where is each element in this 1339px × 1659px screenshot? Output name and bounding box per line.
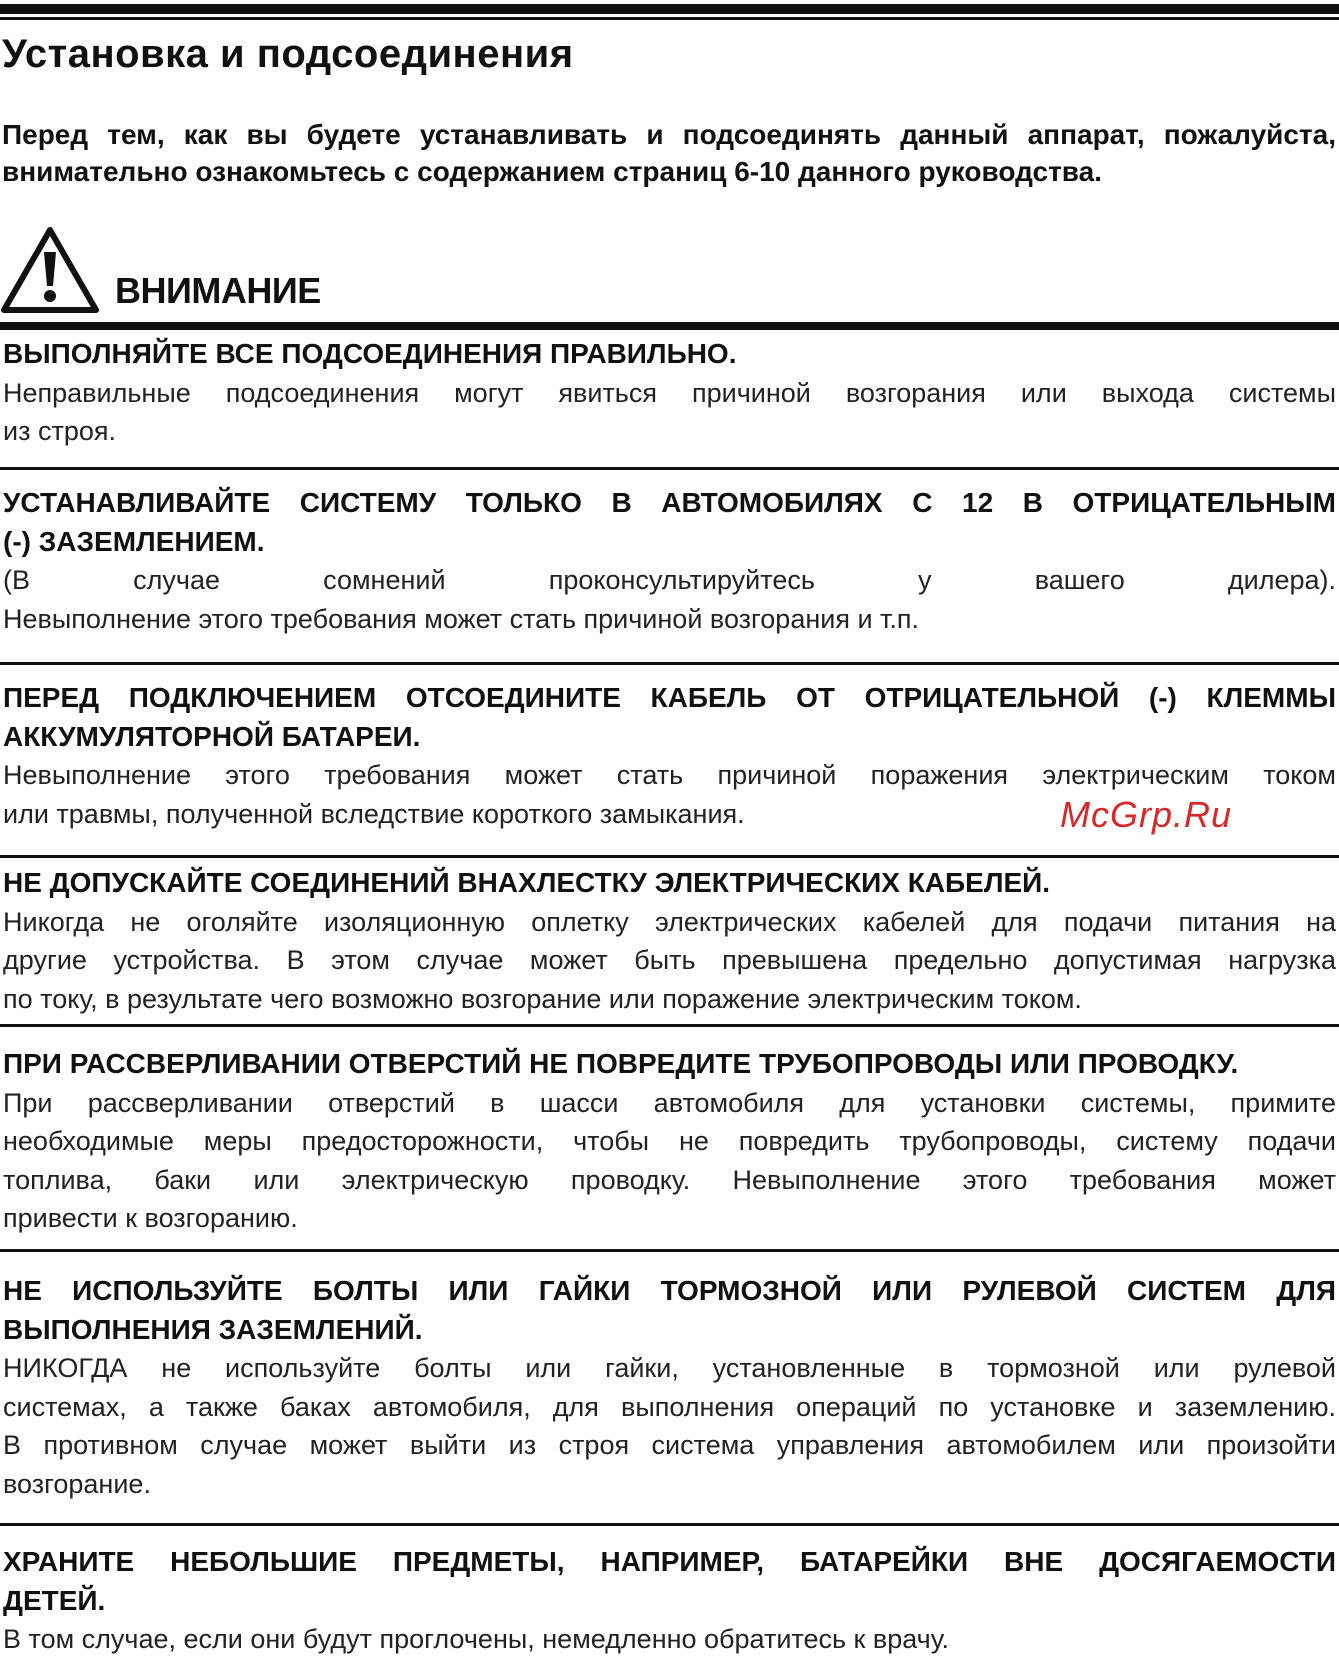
section-heading: (-) ЗАЗЕМЛЕНИЕМ.: [3, 525, 265, 557]
section-body-line: необходимые меры предосторожности, чтобы не повредить трубопроводы, систему подачи: [3, 1126, 1336, 1156]
section-body-line: В противном случае может выйти из строя система управления автомобилем или произойти: [3, 1430, 1336, 1460]
warning-section: [3, 335, 1336, 451]
section-body-line: из строя.: [3, 416, 116, 446]
watermark: McGrp.Ru: [1060, 794, 1233, 835]
section-body-line: Неправильные подсоединения могут явиться причиной возгорания или выхода системы: [3, 377, 1336, 408]
warning-rule: [0, 322, 1339, 330]
section-heading: НЕ ДОПУСКАЙТЕ СОЕДИНЕНИЙ ВНАХЛЕСТКУ ЭЛЕКТРИЧЕСКИХ КАБЕЛЕЙ.: [3, 867, 1051, 898]
warning-triangle-icon: [0, 226, 100, 316]
intro-text: [2, 116, 1336, 190]
section-body-line: (В случае сомнений проконсультируйтесь у вашего дилера).: [3, 565, 1336, 595]
section-body-line: При рассверливании отверстий в шасси автомобиля для установки системы, примите: [3, 1087, 1336, 1118]
warning-label: ВНИМАНИЕ: [115, 270, 321, 311]
intro-line: внимательно ознакомьтесь с содержанием страниц 6-10 данного руководства.: [2, 156, 1102, 187]
section-heading: ДЕТЕЙ.: [3, 1584, 106, 1616]
top-thick-rule: [0, 4, 1339, 14]
section-body-line: возгорание.: [3, 1468, 151, 1499]
warning-section: [3, 864, 1336, 1018]
section-divider: [0, 662, 1339, 665]
warning-section: [3, 484, 1336, 638]
section-heading: НЕ ИСПОЛЬЗУЙТЕ БОЛТЫ ИЛИ ГАЙКИ ТОРМОЗНОЙ ИЛИ РУЛЕВОЙ СИСТЕМ ДЛЯ: [3, 1275, 1336, 1306]
section-heading: ПЕРЕД ПОДКЛЮЧЕНИЕМ ОТСОЕДИНИТЕ КАБЕЛЬ ОТ ОТРИЦАТЕЛЬНОЙ (-) КЛЕММЫ: [3, 682, 1336, 713]
top-thin-rule: [0, 17, 1339, 20]
section-body-line: В том случае, если они будут проглочены, немедленно обратитесь к врачу.: [3, 1624, 950, 1654]
section-body-line: системах, а также баках автомобиля, для выполнения операций по установке и заземлению.: [3, 1391, 1336, 1422]
section-divider: [0, 467, 1339, 470]
section-body-line: привести к возгоранию.: [3, 1203, 298, 1233]
section-heading: ПРИ РАССВЕРЛИВАНИИ ОТВЕРСТИЙ НЕ ПОВРЕДИТЕ ТРУБОПРОВОДЫ ИЛИ ПРОВОДКУ.: [3, 1048, 1239, 1079]
section-body-line: или травмы, полученной вследствие короткого замыкания.: [3, 798, 745, 829]
section-body-line: другие устройства. В этом случае может быть превышена предельно допустимая нагрузка: [3, 945, 1336, 975]
section-divider: [0, 1249, 1339, 1252]
section-body-line: Никогда не оголяйте изоляционную оплетку электрических кабелей для подачи питания на: [3, 906, 1336, 937]
section-divider: [0, 855, 1339, 858]
section-body-line: Невыполнение этого требования может стать причиной поражения электрическим током: [3, 760, 1336, 790]
section-divider: [0, 1024, 1339, 1027]
section-heading: ХРАНИТЕ НЕБОЛЬШИЕ ПРЕДМЕТЫ, НАПРИМЕР, БАТАРЕЙКИ ВНЕ ДОСЯГАЕМОСТИ: [3, 1546, 1336, 1577]
warning-section: [3, 1272, 1336, 1503]
section-body-line: по току, в результате чего возможно возгорание или поражение электрическим током.: [3, 983, 1082, 1014]
section-heading: ВЫПОЛНЯЙТЕ ВСЕ ПОДСОЕДИНЕНИЯ ПРАВИЛЬНО.: [3, 338, 737, 369]
page-title: Установка и подсоединения: [2, 32, 574, 76]
section-divider: [0, 1523, 1339, 1526]
intro-line: Перед тем, как вы будете устанавливать и подсоединять данный аппарат, пожалуйста,: [2, 119, 1336, 150]
warning-section: [3, 1045, 1336, 1238]
section-heading: ВЫПОЛНЕНИЯ ЗАЗЕМЛЕНИЙ.: [3, 1313, 423, 1345]
section-heading: АККУМУЛЯТОРНОЙ БАТАРЕИ.: [3, 720, 421, 752]
section-body-line: НИКОГДА не используйте болты или гайки, установленные в тормозной или рулевой: [3, 1353, 1336, 1383]
section-heading: УСТАНАВЛИВАЙТЕ СИСТЕМУ ТОЛЬКО В АВТОМОБИЛЯХ С 12 В ОТРИЦАТЕЛЬНЫМ: [3, 487, 1336, 518]
warning-section: [3, 1543, 1336, 1659]
section-body-line: Невыполнение этого требования может стать причиной возгорания и т.п.: [3, 603, 920, 634]
section-body-line: топлива, баки или электрическую проводку. Невыполнение этого требования может: [3, 1164, 1336, 1195]
